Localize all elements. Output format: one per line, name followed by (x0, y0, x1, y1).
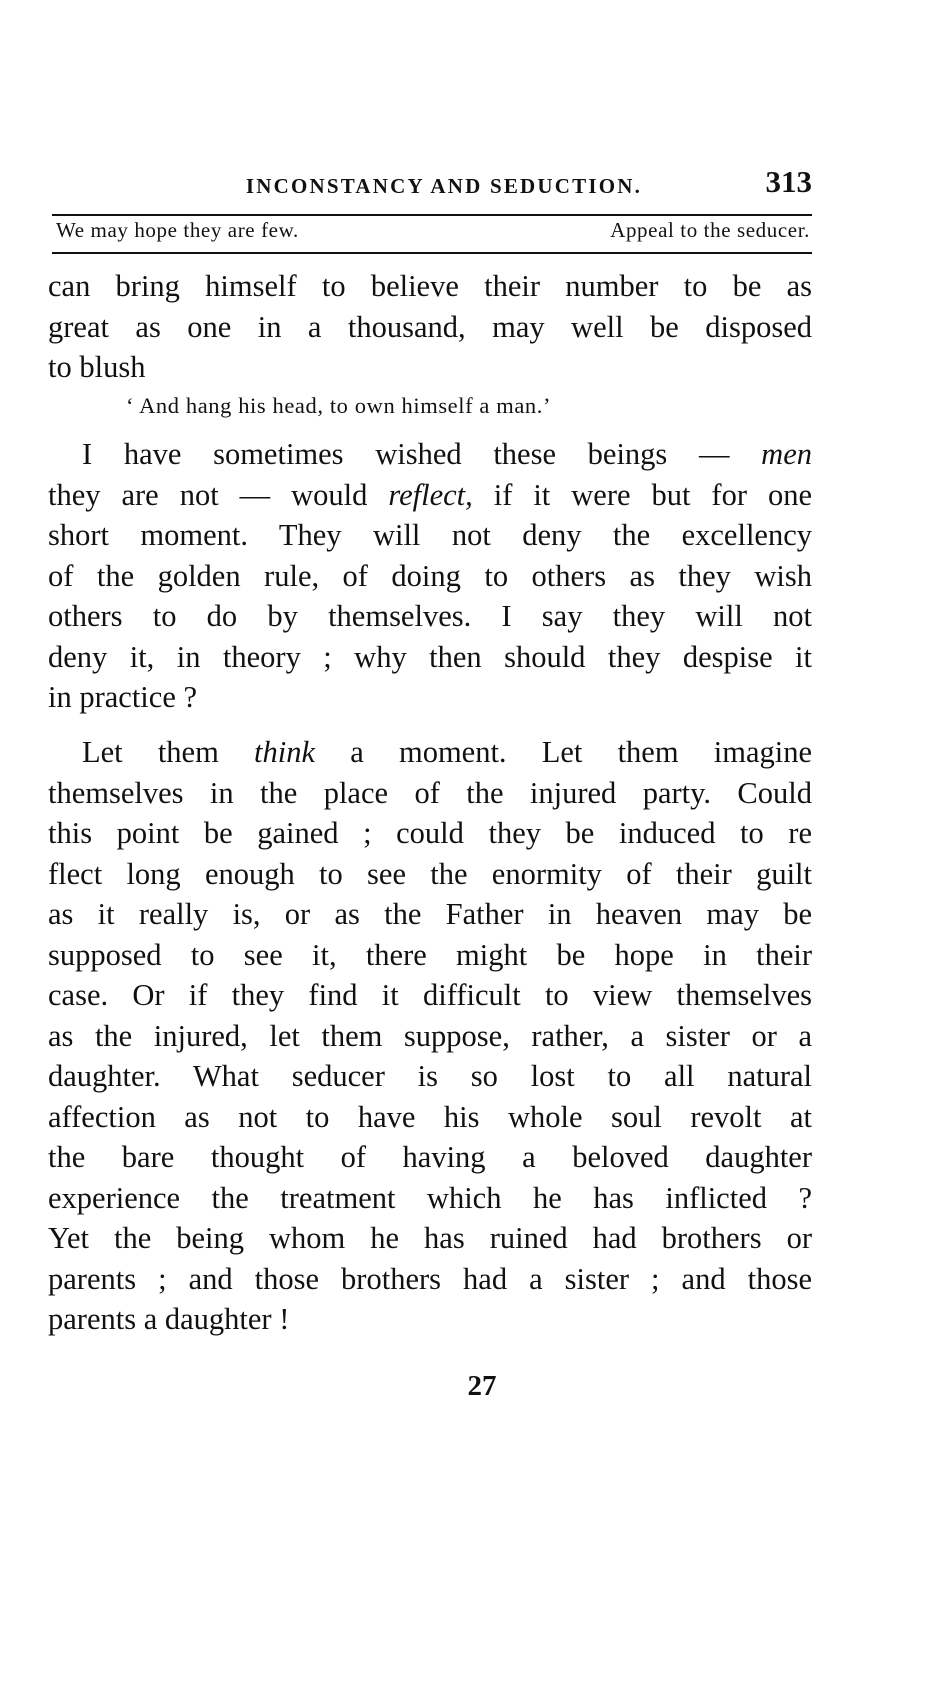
text-line: of the golden rule, of doing to others as they wish (48, 558, 812, 593)
text-line: Yet the being whom he has ruined had brothers or (48, 1221, 812, 1255)
text-line: as the injured, let them suppose, rather, a sister or a (48, 1018, 812, 1053)
text-run: if it were but for one (493, 477, 813, 512)
text-line (48, 475, 812, 516)
text-line: to blush (48, 350, 146, 384)
marginal-subheads (56, 218, 810, 248)
text-line: the bare thought of having a beloved daughter (48, 1140, 812, 1174)
subhead-left: We may hope they are few. (56, 218, 299, 242)
italic-text: think (254, 735, 316, 769)
text-line: short moment. They will not deny the excellency (48, 518, 812, 552)
text-line (48, 732, 812, 773)
text-line: deny it, in theory ; why then should they despise it (48, 639, 812, 674)
text-run: they are not — would (48, 477, 368, 512)
text-line: others to do by themselves. I say they will not (48, 599, 812, 633)
running-title: INCONSTANCY AND SEDUCTION. (245, 174, 643, 198)
subhead-right: Appeal to the seducer. (610, 218, 810, 242)
verse-quotation: ‘ And hang his head, to own himself a man.’ (126, 393, 552, 418)
page-number: 313 (765, 164, 812, 199)
running-head (52, 164, 812, 208)
text-run: Let them (82, 735, 219, 769)
italic-text: men (761, 437, 812, 471)
text-line: great as one in a thousand, may well be disposed (48, 309, 812, 344)
text-line: parents a daughter ! (48, 1302, 290, 1336)
text-line: supposed to see it, there might be hope in their (48, 937, 812, 972)
italic-text: reflect, (388, 477, 473, 512)
signature-mark: 27 (467, 1370, 497, 1402)
text-line: flect long enough to see the enormity of their guilt (48, 856, 812, 891)
text-line: daughter. What seducer is so lost to all natural (48, 1059, 812, 1093)
text-line: as it really is, or as the Father in heaven may be (48, 897, 812, 931)
text-line: themselves in the place of the injured party. Could (48, 775, 812, 810)
paragraph-2 (48, 434, 812, 718)
text-line: case. Or if they find it difficult to view themselves (48, 978, 812, 1012)
header-rule-top (52, 214, 812, 216)
text-line: in practice ? (48, 680, 198, 714)
text-line: parents ; and those brothers had a sister ; and those (48, 1261, 812, 1296)
text-run: a moment. Let them imagine (350, 735, 813, 769)
text-line: experience the treatment which he has inflicted ? (48, 1180, 812, 1215)
text-line: can bring himself to believe their number to be as (48, 269, 812, 303)
text-run: I have sometimes wished these beings — (82, 437, 730, 471)
paragraph-1 (48, 266, 812, 388)
text-line: this point be gained ; could they be induced to re (48, 816, 812, 850)
paragraph-3 (48, 732, 812, 1340)
header-rule-bottom (52, 252, 812, 254)
text-line (48, 434, 812, 475)
text-line: affection as not to have his whole soul revolt at (48, 1099, 812, 1134)
